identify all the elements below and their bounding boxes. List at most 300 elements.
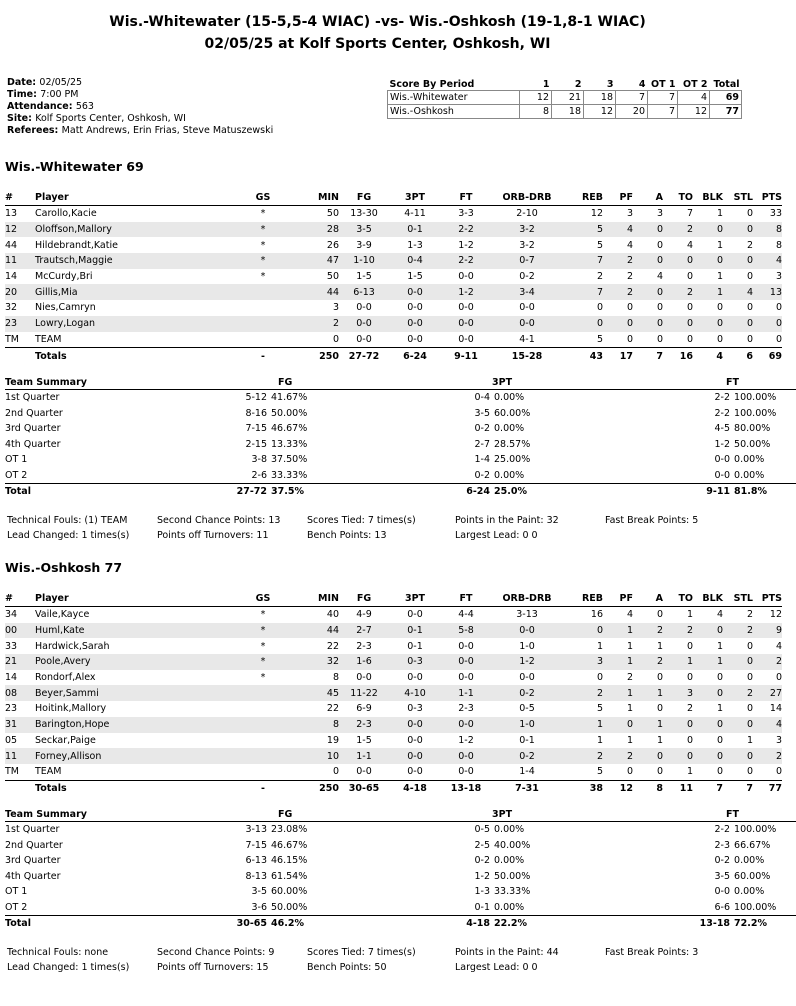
rebounds: 1 bbox=[563, 717, 603, 733]
personal-fouls: 1 bbox=[626, 703, 633, 715]
blocks: 0 bbox=[693, 623, 723, 639]
minutes: 47 bbox=[281, 253, 339, 269]
games-started bbox=[245, 300, 281, 316]
total-rebounds: 38 bbox=[563, 780, 603, 796]
summary-ft: 0-0 bbox=[714, 886, 731, 898]
attendance-line: Attendance: 563 bbox=[7, 101, 94, 112]
summary-fg-pct: 46.2% bbox=[267, 916, 323, 932]
summary-fg: 7-15 bbox=[245, 423, 267, 435]
column-header-free-throws: FT bbox=[441, 591, 491, 607]
totals-row bbox=[5, 780, 782, 796]
assists: 0 bbox=[633, 316, 663, 332]
rebounds: 0 bbox=[563, 316, 603, 332]
summary-total-row bbox=[5, 484, 796, 500]
spacer bbox=[546, 390, 686, 406]
largest-lead: Largest Lead: 0 0 bbox=[455, 962, 538, 973]
field-goals: 0-0 bbox=[339, 316, 389, 332]
summary-3pt-pct: 22.2% bbox=[490, 916, 546, 932]
free-throws: 2-2 bbox=[441, 222, 491, 238]
turnovers: 0 bbox=[663, 316, 693, 332]
steals: 0 bbox=[723, 654, 753, 670]
points-off-turnovers: Points off Turnovers: 15 bbox=[157, 962, 269, 973]
summary-row bbox=[5, 390, 796, 406]
player-row bbox=[5, 316, 782, 332]
field-goals: 2-3 bbox=[356, 640, 372, 652]
jersey-number: 23 bbox=[5, 316, 35, 332]
three-pointers: 0-1 bbox=[389, 222, 441, 238]
three-pointers: 0-4 bbox=[389, 253, 441, 269]
summary-period: 2nd Quarter bbox=[5, 407, 63, 419]
spacer bbox=[546, 916, 686, 932]
column-header-assists: A bbox=[633, 591, 663, 607]
field-goals: 11-22 bbox=[339, 685, 389, 701]
total-points: 69 bbox=[753, 348, 782, 364]
summary-fg: 7-15 bbox=[245, 839, 267, 851]
three-pointers: 0-0 bbox=[407, 672, 423, 684]
period-score: 12 bbox=[520, 91, 552, 105]
total-games-started: - bbox=[245, 348, 281, 364]
date-line: Date: 02/05/25 bbox=[7, 77, 83, 88]
assists: 1 bbox=[633, 685, 663, 701]
jersey-number: 33 bbox=[5, 640, 18, 652]
summary-3pt-pct: 0.00% bbox=[494, 469, 525, 481]
box-score-header-row bbox=[5, 591, 782, 607]
steals: 0 bbox=[746, 208, 753, 220]
three-pointers: 0-0 bbox=[407, 333, 423, 345]
lead-changed: Lead Changed: 1 times(s) bbox=[7, 530, 130, 541]
column-header-rebounds: REB bbox=[563, 190, 603, 206]
summary-3pt-pct: 25.0% bbox=[490, 484, 546, 500]
technical-fouls: Technical Fouls: (1) TEAM bbox=[7, 515, 128, 526]
summary-period: 4th Quarter bbox=[5, 870, 61, 882]
total-free-throws: 13-18 bbox=[441, 780, 491, 796]
spacer bbox=[546, 468, 686, 484]
player-name: Forney,Allison bbox=[35, 748, 245, 764]
turnovers: 2 bbox=[663, 284, 693, 300]
assists: 1 bbox=[656, 734, 663, 746]
column-header-personal-fouls: PF bbox=[603, 190, 633, 206]
summary-fg: 27-72 bbox=[223, 484, 267, 500]
summary-3pt-pct: 60.00% bbox=[494, 407, 531, 419]
turnovers: 0 bbox=[686, 672, 693, 684]
jersey-number: 00 bbox=[5, 623, 35, 639]
assists: 0 bbox=[656, 766, 663, 778]
rebounds-off-def: 0-0 bbox=[519, 302, 535, 314]
minutes: 0 bbox=[332, 333, 339, 345]
turnovers: 4 bbox=[686, 239, 693, 251]
player-name: Carollo,Kacie bbox=[35, 208, 97, 220]
games-started bbox=[245, 733, 281, 749]
turnovers: 0 bbox=[686, 734, 693, 746]
three-pointers: 4-10 bbox=[389, 685, 441, 701]
summary-ft-header: FT bbox=[686, 375, 796, 390]
jersey-number: 13 bbox=[5, 208, 18, 220]
player-row bbox=[5, 300, 782, 316]
total-rebounds: 43 bbox=[563, 348, 603, 364]
summary-3pt: 1-2 bbox=[474, 870, 491, 882]
rebounds-off-def: 0-2 bbox=[491, 748, 563, 764]
rebounds: 0 bbox=[596, 672, 603, 684]
summary-period: Total bbox=[5, 916, 223, 932]
summary-ft-pct: 66.67% bbox=[734, 839, 771, 851]
rebounds: 5 bbox=[596, 703, 603, 715]
assists: 0 bbox=[633, 284, 663, 300]
jersey-number: 11 bbox=[5, 253, 35, 269]
summary-ft: 1-2 bbox=[714, 438, 731, 450]
summary-fg: 2-6 bbox=[251, 469, 267, 481]
points: 0 bbox=[775, 302, 782, 314]
total-blocks: 4 bbox=[693, 348, 723, 364]
player-row bbox=[5, 253, 782, 269]
total-points: 77 bbox=[753, 780, 782, 796]
game-info bbox=[7, 77, 273, 137]
rebounds: 0 bbox=[563, 623, 603, 639]
summary-row bbox=[5, 437, 796, 453]
summary-fg: 30-65 bbox=[223, 916, 267, 932]
player-row bbox=[5, 748, 782, 764]
personal-fouls: 4 bbox=[603, 222, 633, 238]
steals: 0 bbox=[723, 253, 753, 269]
turnovers: 7 bbox=[686, 208, 693, 220]
rebounds-off-def: 3-13 bbox=[516, 609, 538, 621]
total-turnovers: 16 bbox=[663, 348, 693, 364]
points: 9 bbox=[753, 623, 782, 639]
total-player-name: Totals bbox=[35, 348, 245, 364]
rebounds: 0 bbox=[596, 302, 603, 314]
total-steals: 7 bbox=[723, 780, 753, 796]
points: 0 bbox=[753, 316, 782, 332]
rebounds-off-def: 0-7 bbox=[491, 253, 563, 269]
summary-fg-pct: 46.67% bbox=[271, 423, 308, 435]
minutes: 3 bbox=[332, 302, 339, 314]
jersey-number: 05 bbox=[5, 734, 18, 746]
points: 8 bbox=[775, 239, 782, 251]
player-name: Hildebrandt,Katie bbox=[35, 239, 118, 251]
player-row bbox=[5, 717, 782, 733]
total-personal-fouls: 17 bbox=[603, 348, 633, 364]
steals: 0 bbox=[723, 316, 753, 332]
points: 12 bbox=[769, 609, 782, 621]
rebounds-off-def: 4-1 bbox=[519, 333, 535, 345]
spacer bbox=[546, 452, 686, 468]
player-name: TEAM bbox=[35, 333, 62, 345]
turnovers: 1 bbox=[686, 609, 693, 621]
points: 13 bbox=[753, 284, 782, 300]
minutes: 0 bbox=[332, 766, 339, 778]
steals: 0 bbox=[746, 302, 753, 314]
period-header: OT 2 bbox=[683, 78, 708, 90]
rebounds: 2 bbox=[563, 748, 603, 764]
summary-3pt-pct: 28.57% bbox=[494, 438, 531, 450]
summary-period: 3rd Quarter bbox=[5, 423, 61, 435]
rebounds-off-def: 1-4 bbox=[519, 766, 535, 778]
summary-ft: 3-5 bbox=[714, 870, 731, 882]
summary-3pt: 0-2 bbox=[474, 423, 491, 435]
largest-lead: Largest Lead: 0 0 bbox=[455, 530, 538, 541]
box-score-table bbox=[5, 190, 782, 364]
jersey-number: 23 bbox=[5, 703, 18, 715]
jersey-number: 08 bbox=[5, 685, 35, 701]
steals: 0 bbox=[723, 748, 753, 764]
blocks: 0 bbox=[693, 685, 723, 701]
field-goals: 1-6 bbox=[339, 654, 389, 670]
spacer bbox=[323, 884, 460, 900]
column-header-minutes: MIN bbox=[281, 190, 339, 206]
spacer bbox=[323, 869, 460, 885]
player-name: Barington,Hope bbox=[35, 717, 245, 733]
turnovers: 0 bbox=[686, 271, 693, 283]
summary-3pt: 0-2 bbox=[474, 855, 491, 867]
games-started: * bbox=[260, 271, 266, 283]
personal-fouls: 1 bbox=[626, 734, 633, 746]
summary-period: 3rd Quarter bbox=[5, 855, 61, 867]
column-header-rebounds: REB bbox=[563, 591, 603, 607]
turnovers: 3 bbox=[663, 685, 693, 701]
steals: 0 bbox=[746, 271, 753, 283]
summary-3pt: 0-1 bbox=[474, 901, 491, 913]
turnovers: 2 bbox=[663, 623, 693, 639]
rebounds: 7 bbox=[563, 284, 603, 300]
free-throws: 1-2 bbox=[441, 284, 491, 300]
totals-row bbox=[5, 348, 782, 364]
game-subtitle: 02/05/25 at Kolf Sports Center, Oshkosh, WI bbox=[204, 36, 551, 52]
assists: 0 bbox=[656, 703, 663, 715]
blocks: 0 bbox=[693, 222, 723, 238]
summary-fg-pct: 37.50% bbox=[271, 454, 308, 466]
technical-fouls: Technical Fouls: none bbox=[7, 947, 109, 958]
total-field-goals: 27-72 bbox=[339, 348, 389, 364]
minutes: 45 bbox=[281, 685, 339, 701]
jersey-number: 31 bbox=[5, 717, 35, 733]
turnovers: 0 bbox=[663, 253, 693, 269]
rebounds-off-def: 1-2 bbox=[491, 654, 563, 670]
summary-row bbox=[5, 838, 796, 854]
summary-ft-pct: 80.00% bbox=[734, 423, 771, 435]
rebounds-off-def: 0-5 bbox=[519, 703, 535, 715]
three-pointers: 0-0 bbox=[407, 766, 423, 778]
column-header-turnovers: TO bbox=[663, 190, 693, 206]
column-header-minutes: MIN bbox=[281, 591, 339, 607]
player-name: TEAM bbox=[35, 766, 62, 778]
spacer bbox=[323, 390, 460, 406]
bench-points: Bench Points: 50 bbox=[307, 962, 387, 973]
jersey-number: 21 bbox=[5, 654, 35, 670]
column-header-jersey-number: # bbox=[5, 591, 35, 607]
spacer bbox=[546, 869, 686, 885]
free-throws: 1-1 bbox=[441, 685, 491, 701]
assists: 2 bbox=[633, 623, 663, 639]
summary-fg: 8-16 bbox=[245, 407, 267, 419]
turnovers: 2 bbox=[663, 222, 693, 238]
steals: 0 bbox=[723, 717, 753, 733]
jersey-number: 14 bbox=[5, 271, 18, 283]
summary-3pt: 1-3 bbox=[474, 886, 491, 898]
team-heading: Wis.-Whitewater 69 bbox=[5, 159, 144, 174]
summary-3pt: 0-2 bbox=[474, 469, 491, 481]
player-row bbox=[5, 764, 782, 780]
three-pointers: 0-3 bbox=[389, 654, 441, 670]
summary-fg-pct: 13.33% bbox=[271, 438, 308, 450]
minutes: 10 bbox=[281, 748, 339, 764]
assists: 3 bbox=[656, 208, 663, 220]
blocks: 0 bbox=[693, 316, 723, 332]
blocks: 1 bbox=[693, 654, 723, 670]
free-throws: 0-0 bbox=[441, 654, 491, 670]
summary-3pt-pct: 0.00% bbox=[494, 855, 525, 867]
field-goals: 3-9 bbox=[356, 239, 372, 251]
assists: 4 bbox=[656, 271, 663, 283]
rebounds-off-def: 0-2 bbox=[491, 685, 563, 701]
player-name: Beyer,Sammi bbox=[35, 685, 245, 701]
field-goals: 0-0 bbox=[356, 766, 372, 778]
summary-ft-pct: 100.00% bbox=[734, 392, 777, 404]
turnovers: 0 bbox=[686, 302, 693, 314]
summary-title: Team Summary bbox=[5, 807, 223, 822]
scores-tied: Scores Tied: 7 times(s) bbox=[307, 947, 416, 958]
rebounds-off-def: 0-0 bbox=[491, 623, 563, 639]
summary-fg: 6-13 bbox=[245, 855, 267, 867]
summary-3pt-pct: 0.00% bbox=[494, 423, 525, 435]
player-name: Gillis,Mia bbox=[35, 284, 245, 300]
player-row bbox=[5, 237, 782, 253]
player-name: Huml,Kate bbox=[35, 623, 245, 639]
summary-ft-pct: 0.00% bbox=[734, 886, 765, 898]
minutes: 28 bbox=[281, 222, 339, 238]
fast-break-points: Fast Break Points: 5 bbox=[605, 515, 699, 526]
summary-3pt-header: 3PT bbox=[460, 375, 686, 390]
minutes: 22 bbox=[326, 703, 339, 715]
summary-ft: 0-2 bbox=[714, 855, 731, 867]
personal-fouls: 2 bbox=[603, 284, 633, 300]
personal-fouls: 1 bbox=[603, 623, 633, 639]
column-header-player-name: Player bbox=[35, 190, 245, 206]
column-header-assists: A bbox=[633, 190, 663, 206]
personal-fouls: 0 bbox=[603, 316, 633, 332]
summary-3pt: 2-5 bbox=[474, 839, 491, 851]
rebounds: 5 bbox=[596, 333, 603, 345]
column-header-personal-fouls: PF bbox=[603, 591, 633, 607]
summary-ft: 6-6 bbox=[714, 901, 731, 913]
minutes: 19 bbox=[326, 734, 339, 746]
steals: 0 bbox=[746, 672, 753, 684]
summary-3pt-header: 3PT bbox=[460, 807, 686, 822]
games-started: * bbox=[245, 253, 281, 269]
minutes: 8 bbox=[281, 717, 339, 733]
period-header: 1 bbox=[542, 78, 550, 90]
minutes: 22 bbox=[326, 640, 339, 652]
period-score: 20 bbox=[616, 105, 648, 119]
team-name: Wis.-Whitewater bbox=[388, 91, 520, 105]
summary-fg: 3-13 bbox=[245, 824, 267, 836]
score-by-period-label: Score By Period bbox=[389, 78, 475, 90]
assists: 1 bbox=[633, 717, 663, 733]
spacer bbox=[323, 822, 460, 838]
three-pointers: 0-1 bbox=[407, 640, 423, 652]
steals: 1 bbox=[746, 734, 753, 746]
points-off-turnovers: Points off Turnovers: 11 bbox=[157, 530, 269, 541]
spacer bbox=[323, 421, 460, 437]
rebounds: 5 bbox=[596, 239, 603, 251]
minutes: 8 bbox=[332, 672, 339, 684]
box-score-header-row bbox=[5, 190, 782, 206]
site-line: Site: Kolf Sports Center, Oshkosh, WI bbox=[7, 113, 186, 124]
total-minutes: 250 bbox=[281, 348, 339, 364]
rebounds-off-def: 2-10 bbox=[516, 208, 538, 220]
column-header-games-started: GS bbox=[245, 591, 281, 607]
games-started bbox=[245, 748, 281, 764]
field-goals: 1-10 bbox=[339, 253, 389, 269]
jersey-number: 11 bbox=[5, 748, 35, 764]
blocks: 0 bbox=[716, 302, 723, 314]
rebounds: 16 bbox=[590, 609, 603, 621]
jersey-number: 14 bbox=[5, 672, 18, 684]
period-score: 21 bbox=[552, 91, 584, 105]
minutes: 44 bbox=[281, 284, 339, 300]
free-throws: 0-0 bbox=[441, 316, 491, 332]
spacer bbox=[323, 437, 460, 453]
summary-3pt-pct: 0.00% bbox=[494, 392, 525, 404]
summary-ft: 2-2 bbox=[714, 407, 731, 419]
total-score: 77 bbox=[710, 105, 742, 119]
three-pointers: 4-11 bbox=[404, 208, 426, 220]
player-row bbox=[5, 332, 782, 348]
field-goals: 6-9 bbox=[356, 703, 372, 715]
summary-period: OT 1 bbox=[5, 454, 28, 466]
period-score: 7 bbox=[616, 91, 648, 105]
three-pointers: 1-5 bbox=[407, 271, 423, 283]
period-score: 18 bbox=[552, 105, 584, 119]
player-name: Rondorf,Alex bbox=[35, 672, 96, 684]
assists: 0 bbox=[633, 748, 663, 764]
summary-ft-header: FT bbox=[686, 807, 796, 822]
rebounds: 2 bbox=[596, 271, 603, 283]
personal-fouls: 0 bbox=[626, 766, 633, 778]
period-score: 12 bbox=[584, 105, 616, 119]
free-throws: 0-0 bbox=[458, 640, 474, 652]
free-throws: 0-0 bbox=[458, 302, 474, 314]
summary-period: 1st Quarter bbox=[5, 392, 60, 404]
summary-3pt-pct: 25.00% bbox=[494, 454, 531, 466]
assists: 0 bbox=[633, 253, 663, 269]
column-header-rebounds-off-def: ORB-DRB bbox=[491, 190, 563, 206]
field-goals: 3-5 bbox=[339, 222, 389, 238]
summary-row bbox=[5, 900, 796, 916]
player-row bbox=[5, 269, 782, 285]
points: 4 bbox=[775, 640, 782, 652]
rebounds-off-def: 1-0 bbox=[519, 640, 535, 652]
total-player-name: Totals bbox=[35, 780, 245, 796]
player-row bbox=[5, 607, 782, 623]
games-started bbox=[245, 685, 281, 701]
games-started: * bbox=[245, 654, 281, 670]
total-steals: 6 bbox=[723, 348, 753, 364]
player-name: Vaile,Kayce bbox=[35, 609, 90, 621]
summary-ft-pct: 0.00% bbox=[734, 469, 765, 481]
steals: 0 bbox=[746, 640, 753, 652]
steals: 2 bbox=[746, 609, 753, 621]
team-heading: Wis.-Oshkosh 77 bbox=[5, 560, 123, 575]
field-goals: 13-30 bbox=[350, 208, 378, 220]
player-row bbox=[5, 222, 782, 238]
column-header-points: PTS bbox=[753, 591, 782, 607]
rebounds-off-def: 0-0 bbox=[491, 316, 563, 332]
total-three-pointers: 4-18 bbox=[389, 780, 441, 796]
summary-fg: 5-12 bbox=[245, 392, 267, 404]
total-games-started: - bbox=[245, 780, 281, 796]
spacer bbox=[323, 468, 460, 484]
free-throws: 2-2 bbox=[441, 253, 491, 269]
points: 2 bbox=[753, 654, 782, 670]
